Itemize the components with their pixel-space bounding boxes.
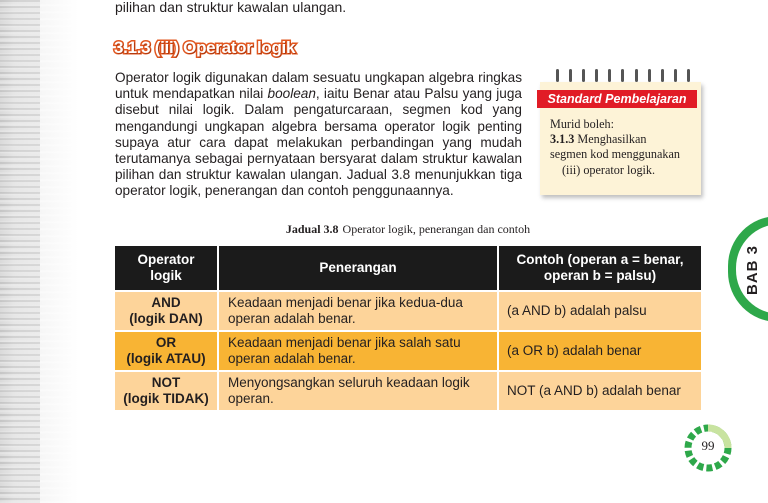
standard-banner: Standard Pembelajaran xyxy=(537,90,697,108)
ring-icon xyxy=(569,69,572,82)
spine-texture xyxy=(0,0,40,503)
body-paragraph xyxy=(115,70,522,200)
description-line1: Keadaan menjadi benar jika kedua-dua xyxy=(228,295,463,310)
table-caption xyxy=(115,222,701,237)
header-operator-line1: Operator xyxy=(137,252,195,267)
paragraph-part1: Operator logik digunakan dalam sesuatu ungkapan algebra ringkas untuk mendapatkan nilai xyxy=(115,70,522,102)
operator-subtitle: (logik ATAU) xyxy=(126,351,206,366)
example-cell: (a AND b) adalah palsu xyxy=(498,291,701,331)
example-cell: (a OR b) adalah benar xyxy=(498,331,701,371)
page-number: 99 xyxy=(701,438,715,453)
table-row xyxy=(115,371,701,410)
operator-name: NOT xyxy=(151,375,181,390)
table-row xyxy=(115,331,701,371)
operator-subtitle: (logik DAN) xyxy=(129,311,203,326)
section-heading: 3.1.3 (iii) Operator logik xyxy=(114,38,296,57)
operator-table xyxy=(115,246,701,410)
description-cell xyxy=(218,371,498,410)
standard-code: 3.1.3 xyxy=(550,132,575,147)
ring-icon xyxy=(582,69,585,82)
description-cell xyxy=(218,331,498,371)
standard-line2: segmen kod menggunakan xyxy=(550,147,680,162)
ring-icon xyxy=(661,69,664,82)
ring-icon xyxy=(635,69,638,82)
header-example-line2: operan b = palsu) xyxy=(543,268,657,283)
chapter-tab-label: BAB 3 xyxy=(744,245,761,296)
table-row xyxy=(115,291,701,331)
caption-label: Jadual 3.8 xyxy=(285,222,339,236)
ring-icon xyxy=(687,69,690,82)
standard-line1 xyxy=(550,132,700,147)
paragraph-part2: , iaitu Benar atau Palsu yang juga disebut nilai logik. Dalam pengaturcaraan, segmen kod yang mengandungi ungkapan algebra bersama operator logik penting supaya atur cara dapat melakukan perbandingan yang mudah terutamanya sebagai pernyataan bersyarat dalam struktur kawalan pilihan dan struktur kawalan ulangan. Jadual 3.8 menunjukkan tiga operator logik, penerangan dan contoh penggunaannya. xyxy=(115,86,522,199)
operator-subtitle: (logik TIDAK) xyxy=(123,391,209,406)
caption-text: Operator logik, penerangan dan contoh xyxy=(342,222,531,236)
standard-line1-text: Menghasilkan xyxy=(577,132,647,147)
ring-icon xyxy=(674,69,677,82)
standard-body xyxy=(550,117,700,178)
notepad-rings xyxy=(556,69,690,85)
description-line1: Menyongsangkan seluruh keadaan logik xyxy=(228,375,470,390)
ring-icon xyxy=(621,69,624,82)
previous-text-line: pilihan dan struktur kawalan ulangan. xyxy=(115,0,347,15)
operator-name: AND xyxy=(151,295,181,310)
standard-intro: Murid boleh: xyxy=(550,117,614,131)
header-example xyxy=(498,246,701,291)
standard-line3: (iii) operator logik. xyxy=(562,162,656,177)
example-cell: NOT (a AND b) adalah benar xyxy=(498,371,701,410)
table-header-row xyxy=(115,246,701,291)
ring-icon xyxy=(648,69,651,82)
header-operator-line2: logik xyxy=(150,268,182,283)
operator-cell xyxy=(115,291,218,331)
operator-name: OR xyxy=(155,335,177,350)
description-cell xyxy=(218,291,498,331)
description-line2: operan. xyxy=(228,391,274,406)
ring-icon xyxy=(595,69,598,82)
header-example-line1: Contoh (operan a = benar, xyxy=(516,252,684,267)
ring-icon xyxy=(556,69,559,82)
description-line2: operan adalah benar. xyxy=(228,311,356,326)
description-line2: operan adalah benar. xyxy=(228,351,356,366)
header-operator xyxy=(115,246,218,291)
operator-cell xyxy=(115,371,218,410)
paragraph-italic-term: boolean xyxy=(267,86,316,102)
ring-icon xyxy=(608,69,611,82)
operator-cell xyxy=(115,331,218,371)
header-description: Penerangan xyxy=(218,246,498,291)
description-line1: Keadaan menjadi benar jika salah satu xyxy=(228,335,461,350)
